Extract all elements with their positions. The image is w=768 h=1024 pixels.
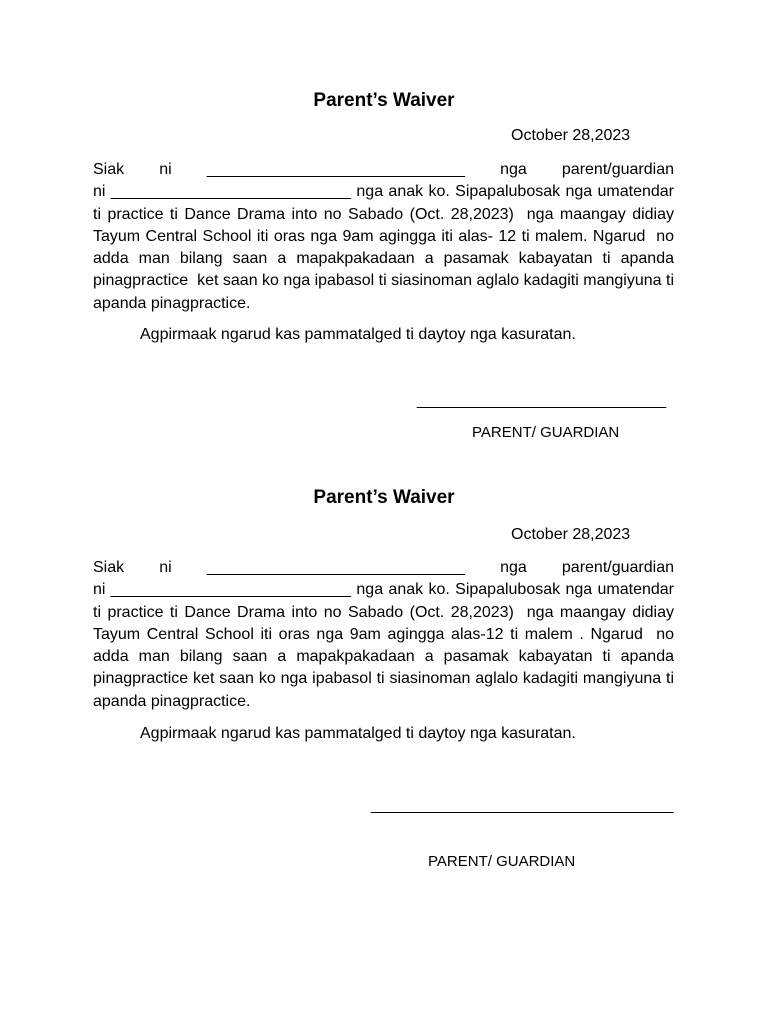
waiver-title: Parent’s Waiver (313, 90, 455, 111)
waiver-affirmation: Agpirmaak ngarud kas pammatalged ti daytoy nga kasuratan. (140, 725, 576, 742)
waiver-date: October 28,2023 (511, 127, 631, 144)
signature-line: __________________________________ (371, 797, 674, 814)
waiver-paragraph: Siak ni _____________________________ nga parent/guardian ni ___________________________ nga anak ko. Sipapalubosak nga umatendar ti practice ti Dance Drama into no Sabado (Oct. 28,2023) nga maangay didiay Tayum Central School iti oras nga 9am agingga iti alas- 12 ti malem. Ngarud no adda man bilang saan a mapakpakadaan a pasamak kabayatan ti apanda pinagpractice ket saan ko nga ipabasol ti siasinoman aglalo kadagiti mangiyuna ti apanda pinagpractice. (93, 161, 701, 312)
waiver-paragraph: Siak ni _____________________________ nga parent/guardian ni ___________________________ nga anak ko. Sipapalubosak nga umatendar ti practice ti Dance Drama into no Sabado (Oct. 28,2023) nga maangay didiay Tayum Central School iti oras nga 9am agingga alas-12 ti malem . Ngarud no adda man bilang saan a mapakpakadaan a pasamak kabayatan ti apanda pinagpractice ket saan ko nga ipabasol ti siasinoman aglalo kadagiti mangiyuna ti apanda pinagpractice. (93, 559, 701, 710)
waiver-date: October 28,2023 (511, 526, 631, 543)
waiver-affirmation: Agpirmaak ngarud kas pammatalged ti daytoy nga kasuratan. (140, 326, 576, 343)
signature-label: PARENT/ GUARDIAN (472, 424, 620, 441)
signature-label: PARENT/ GUARDIAN (428, 853, 576, 870)
waiver-title: Parent’s Waiver (313, 487, 455, 508)
signature-line: ____________________________ (417, 392, 667, 409)
